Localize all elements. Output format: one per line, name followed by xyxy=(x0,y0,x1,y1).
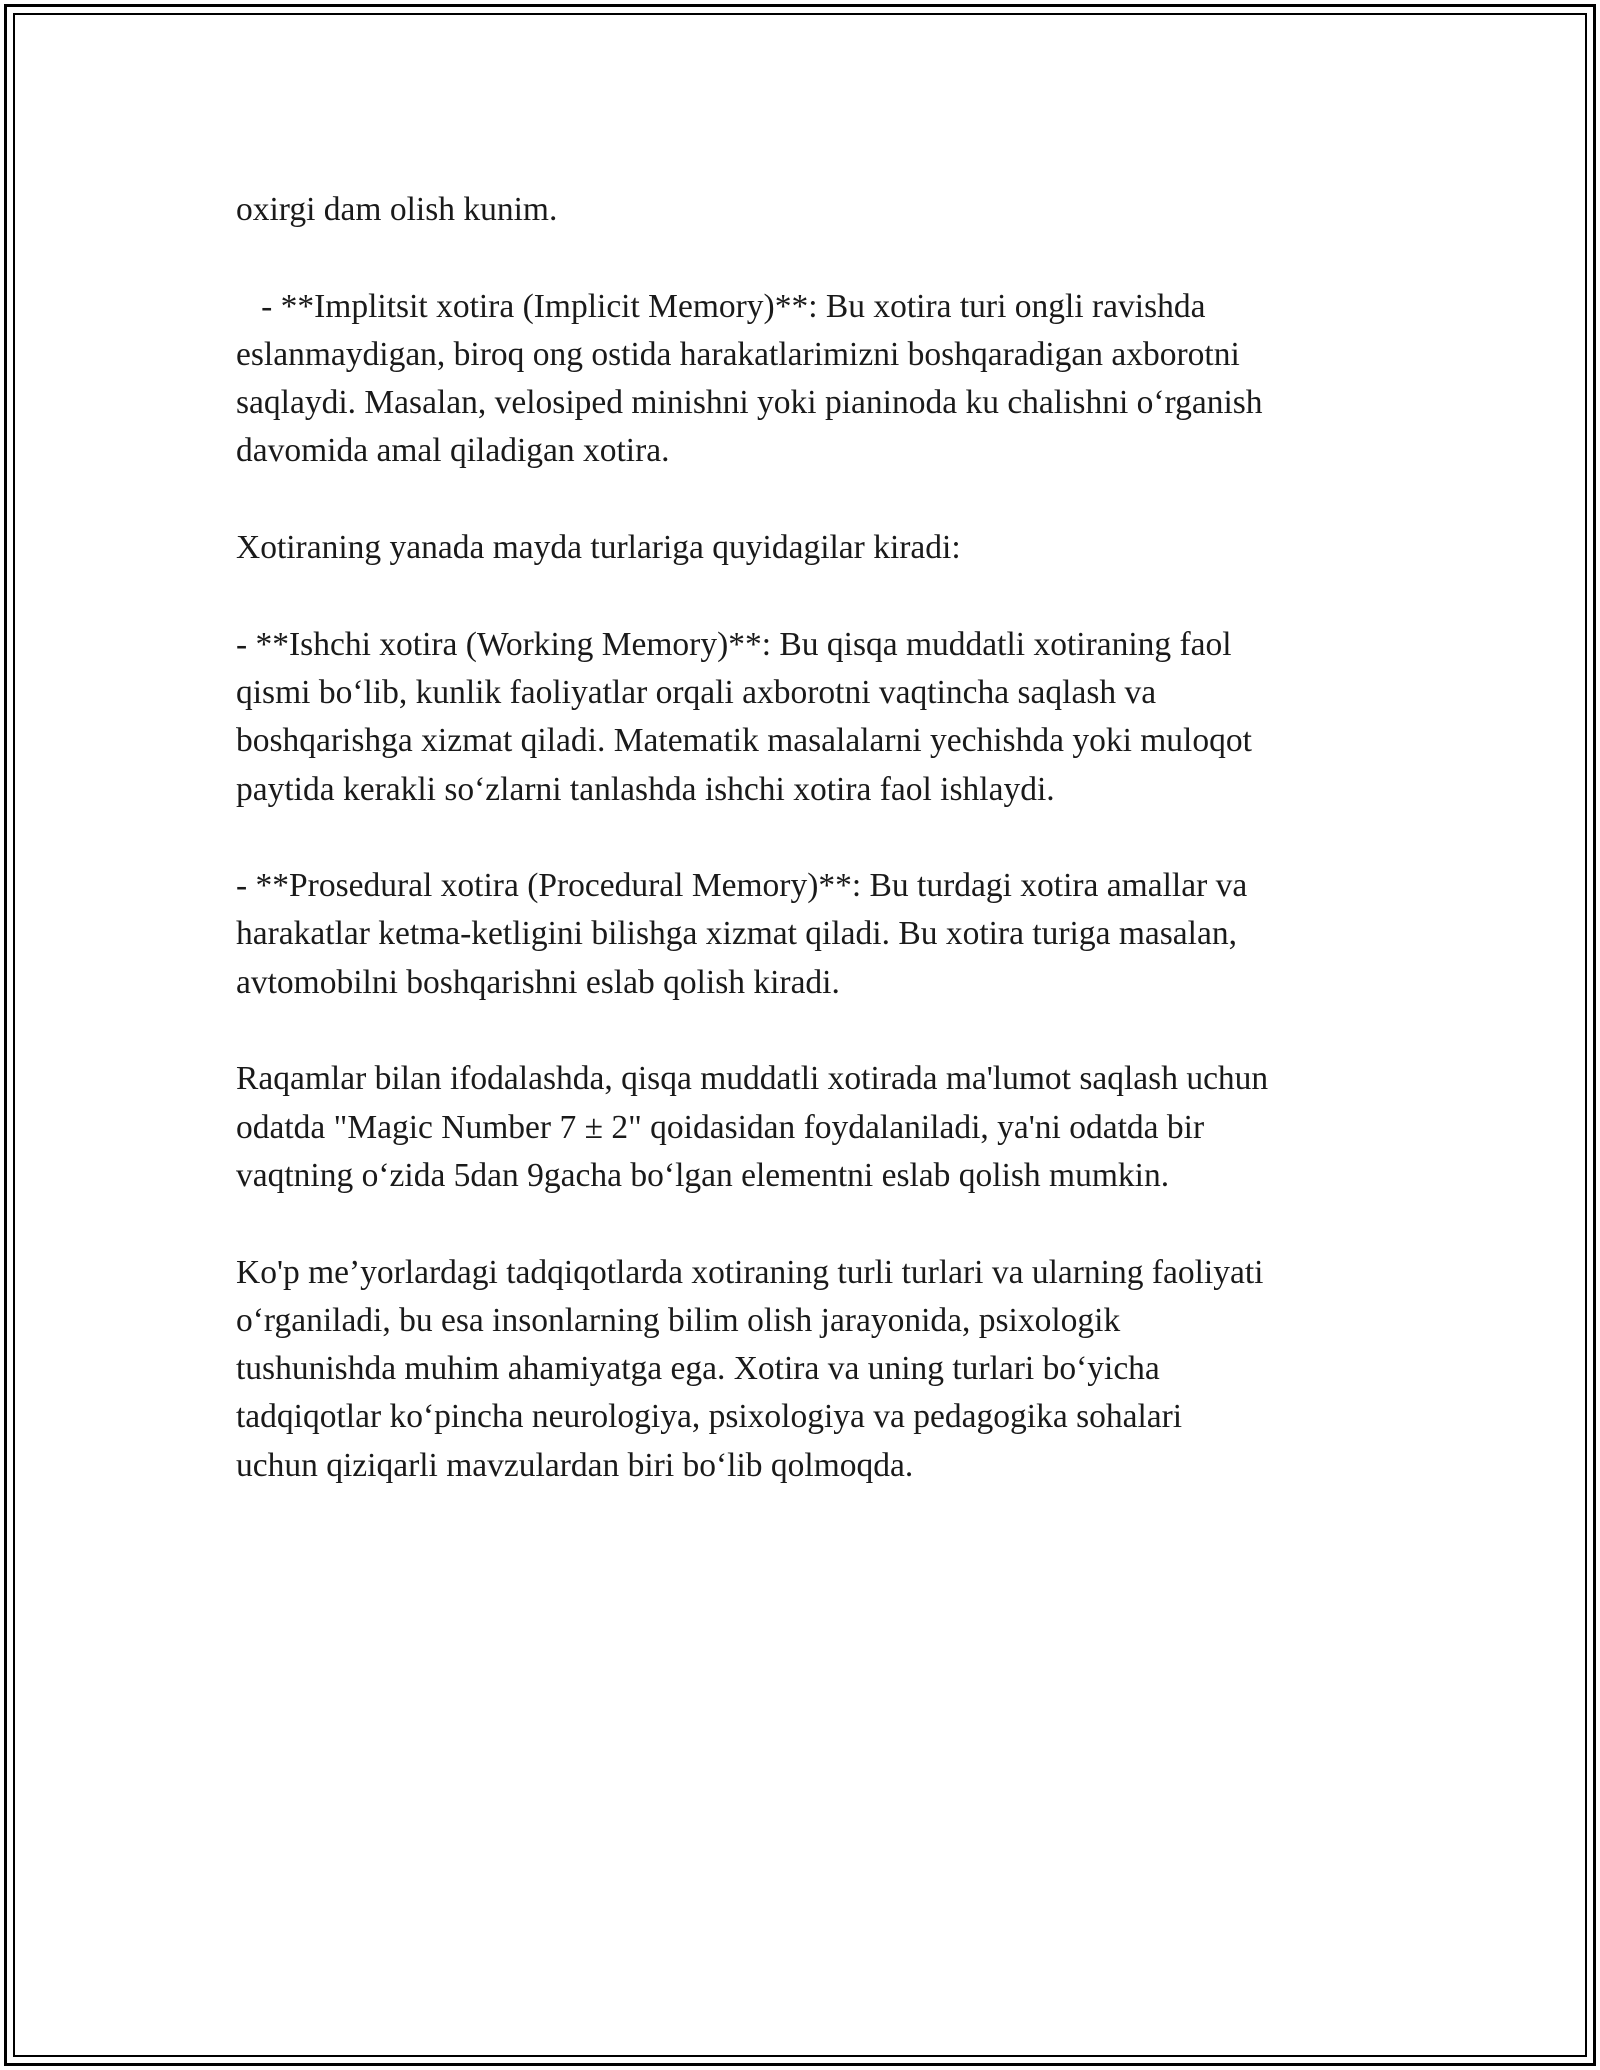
paragraph-research: Ko'p me’yorlardagi tadqiqotlarda xotiraning turli turlari va ularning faoliyati o‘rganiladi, bu esa insonlarning bilim olish jarayonida, psixologik tushunishda muhim ahamiyatga ega. Xotira va uning turlari bo‘yicha tadqiqotlar ko‘pincha neurologiya, psixologiya va pedagogika sohalari uchun qiziqarli mavzulardan biri bo‘lib qolmoqda. xyxy=(236,1253,1264,1484)
paragraph-implicit-memory: - **Implitsit xotira (Implicit Memory)**: Bu xotira turi ongli ravishda eslanmaydigan, biroq ong ostida harakatlarimizni boshqaradigan axborotni saqlaydi. Masalan, velosiped minishni yoki pianinoda ku chalishni o‘rganish davomida amal qiladigan xotira. xyxy=(236,287,1263,470)
paragraph-subtypes-intro: Xotiraning yanada mayda turlariga quyidagilar kiradi: xyxy=(236,529,961,567)
paragraph-procedural-memory: - **Prosedural xotira (Procedural Memory)**: Bu turdagi xotira amallar va harakatlar ketma-ketligini bilishga xizmat qiladi. Bu xotira turiga masalan, avtomobilni boshqarishni eslab qolish kiradi. xyxy=(236,867,1248,1001)
paragraph-working-memory: - **Ishchi xotira (Working Memory)**: Bu qisqa muddatli xotiraning faol qismi bo‘lib, kunlik faoliyatlar orqali axborotni vaqtincha saqlash va boshqarishga xizmat qiladi. Matematik masalalarni yechishda yoki muloqot paytida kerakli so‘zlarni tanlashda ishchi xotira faol ishlaydi. xyxy=(236,625,1252,808)
paragraph-magic-number: Raqamlar bilan ifodalashda, qisqa muddatli xotirada ma'lumot saqlash uchun odatda "Magic Number 7 ± 2" qoidasidan foydalaniladi, ya'ni odatda bir vaqtning o‘zida 5dan 9gacha bo‘lgan elementni eslab qolish mumkin. xyxy=(236,1060,1269,1194)
document-body xyxy=(236,186,1376,1538)
paragraph-continuation: oxirgi dam olish kunim. xyxy=(236,191,558,228)
